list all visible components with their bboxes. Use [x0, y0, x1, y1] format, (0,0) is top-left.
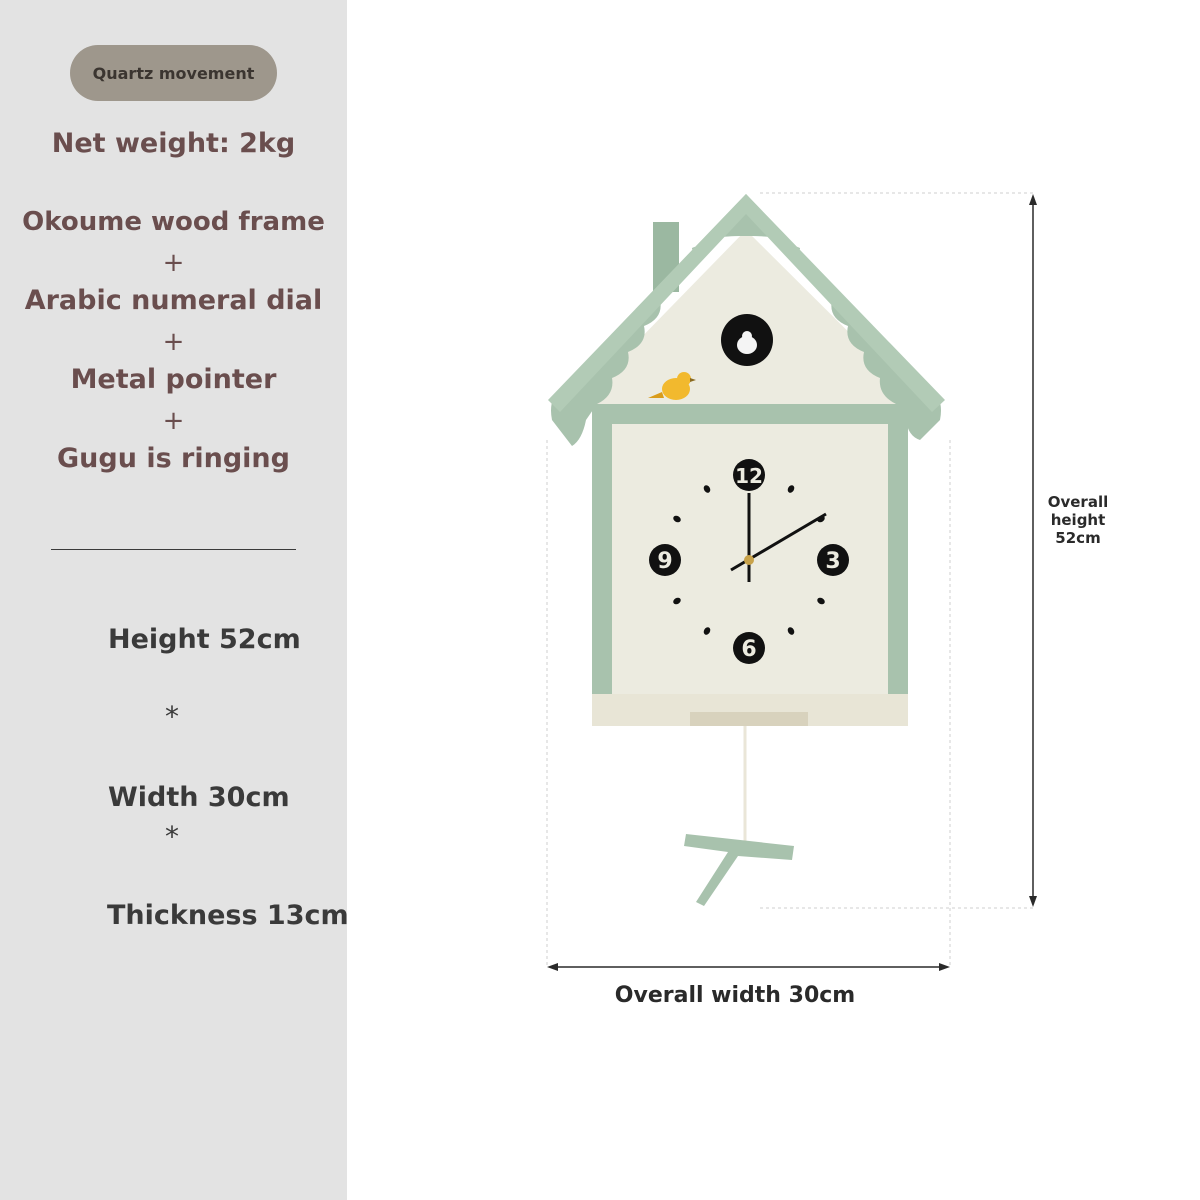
- quartz-movement-badge: [70, 45, 277, 101]
- feature-pointer: Metal pointer: [70, 364, 277, 395]
- feature-plus-2: +: [162, 327, 185, 357]
- sidebar-divider: [51, 549, 296, 550]
- spec-sidebar: [0, 0, 347, 1200]
- numeral-9: [649, 544, 681, 576]
- overall-height-line-3: 52cm: [1055, 529, 1101, 547]
- height-spec: Height 52cm: [108, 624, 301, 655]
- feature-plus-3: +: [162, 406, 185, 436]
- feature-dial: Arabic numeral dial: [24, 285, 323, 316]
- feature-frame: Okoume wood frame: [22, 207, 325, 237]
- cuckoo-clock-illustration: [347, 0, 1200, 1200]
- thickness-spec: Thickness 13cm: [107, 900, 349, 931]
- pendulum-branch: [684, 834, 794, 906]
- overall-height-line-2: height: [1050, 511, 1106, 529]
- feature-gugu: Gugu is ringing: [57, 443, 290, 474]
- overall-height-line-1: Overall: [1047, 493, 1109, 511]
- net-weight: Net weight: 2kg: [51, 128, 296, 159]
- svg-text:9: 9: [657, 549, 673, 574]
- feature-plus-1: +: [162, 248, 185, 278]
- svg-text:3: 3: [825, 549, 841, 574]
- hand-pivot: [744, 555, 754, 565]
- svg-text:12: 12: [735, 464, 763, 488]
- overall-width-label: Overall width 30cm: [614, 983, 856, 1008]
- numeral-12: [733, 459, 765, 491]
- numeral-3: [817, 544, 849, 576]
- badge-label: Quartz movement: [92, 63, 255, 83]
- separator-star-2: *: [165, 820, 179, 853]
- width-spec: Width 30cm: [108, 782, 290, 813]
- separator-star-1: *: [165, 700, 179, 733]
- svg-text:6: 6: [741, 637, 757, 662]
- numeral-6: [733, 632, 765, 664]
- overall-height-label: [1040, 493, 1116, 547]
